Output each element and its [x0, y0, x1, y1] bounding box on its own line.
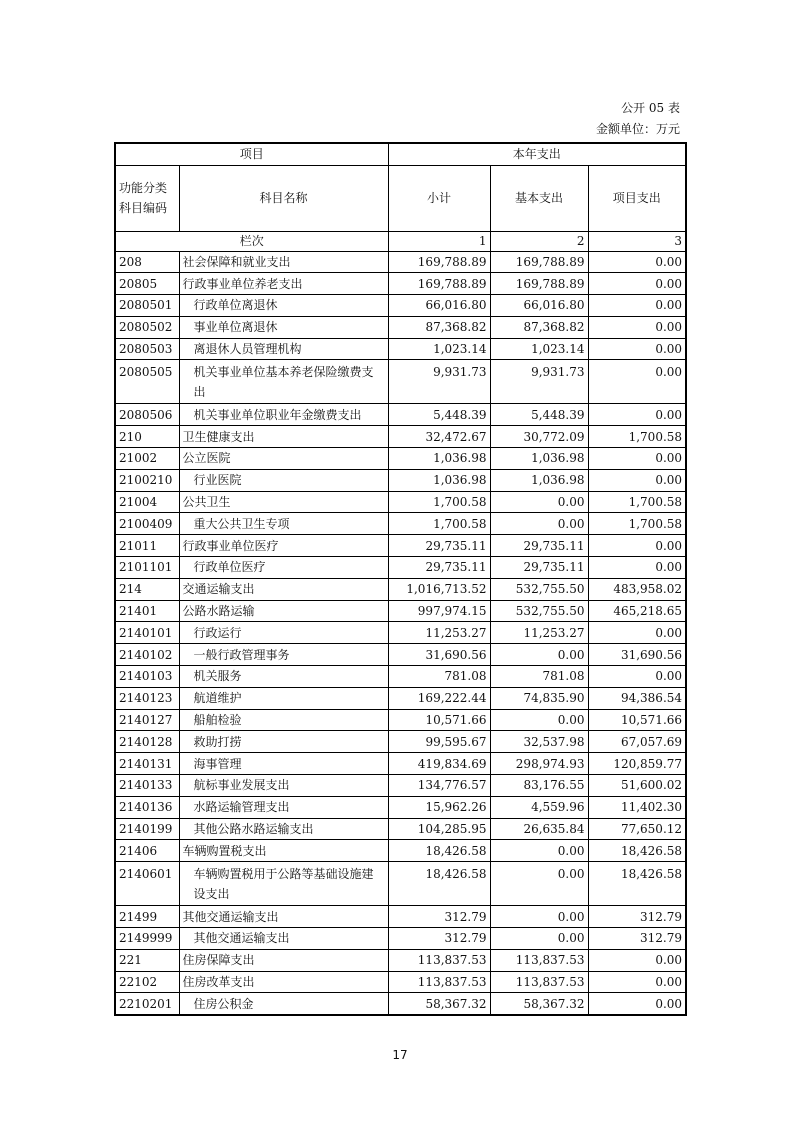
- row-project: 1,700.58: [588, 491, 686, 513]
- row-project: 0.00: [588, 622, 686, 644]
- row-basic: 0.00: [490, 928, 588, 950]
- row-subtotal: 58,367.32: [388, 993, 490, 1015]
- row-project: 0.00: [588, 535, 686, 557]
- row-basic: 87,368.82: [490, 316, 588, 338]
- header-project: 项目: [115, 143, 388, 165]
- table-body: [115, 251, 686, 1015]
- row-basic: 0.00: [490, 862, 588, 906]
- row-name: 其他交通运输支出: [179, 928, 388, 950]
- row-code: 2140123: [115, 687, 179, 709]
- header-basic: 基本支出: [490, 165, 588, 231]
- row-subtotal: 134,776.57: [388, 775, 490, 797]
- row-name: 机关事业单位基本养老保险缴费支出: [179, 360, 388, 404]
- row-subtotal: 99,595.67: [388, 731, 490, 753]
- row-name: 行政单位医疗: [179, 557, 388, 579]
- table-row: [115, 622, 686, 644]
- row-basic: 0.00: [490, 906, 588, 928]
- row-code: 2080501: [115, 295, 179, 317]
- row-subtotal: 997,974.15: [388, 600, 490, 622]
- row-name: 行政事业单位医疗: [179, 535, 388, 557]
- row-project: 0.00: [588, 295, 686, 317]
- row-code: 208: [115, 251, 179, 273]
- row-project: 51,600.02: [588, 775, 686, 797]
- row-subtotal: 66,016.80: [388, 295, 490, 317]
- row-code: 2140136: [115, 796, 179, 818]
- row-basic: 9,931.73: [490, 360, 588, 404]
- row-subtotal: 113,837.53: [388, 971, 490, 993]
- table-row: [115, 535, 686, 557]
- row-name: 公路水路运输: [179, 600, 388, 622]
- row-basic: 1,036.98: [490, 469, 588, 491]
- row-basic: 113,837.53: [490, 949, 588, 971]
- row-basic: 169,788.89: [490, 273, 588, 295]
- header-current-year: 本年支出: [388, 143, 686, 165]
- row-project: 312.79: [588, 928, 686, 950]
- row-code: 21011: [115, 535, 179, 557]
- row-project: 0.00: [588, 993, 686, 1015]
- row-basic: 32,537.98: [490, 731, 588, 753]
- row-code: 2080502: [115, 316, 179, 338]
- row-code: 2101101: [115, 557, 179, 579]
- header-project-expense: 项目支出: [588, 165, 686, 231]
- table-row: [115, 404, 686, 426]
- row-subtotal: 312.79: [388, 906, 490, 928]
- table-row: [115, 862, 686, 906]
- row-basic: 74,835.90: [490, 687, 588, 709]
- table-row: [115, 557, 686, 579]
- row-basic: 532,755.50: [490, 600, 588, 622]
- column-number-3: 3: [588, 231, 686, 251]
- row-basic: 26,635.84: [490, 818, 588, 840]
- row-name: 住房公积金: [179, 993, 388, 1015]
- header-subtotal: 小计: [388, 165, 490, 231]
- row-subtotal: 312.79: [388, 928, 490, 950]
- row-name: 机关事业单位职业年金缴费支出: [179, 404, 388, 426]
- row-name: 其他公路水路运输支出: [179, 818, 388, 840]
- row-subtotal: 9,931.73: [388, 360, 490, 404]
- row-subtotal: 1,700.58: [388, 513, 490, 535]
- table-row: [115, 469, 686, 491]
- row-project: 18,426.58: [588, 862, 686, 906]
- row-name: 一般行政管理事务: [179, 644, 388, 666]
- row-code: 2210201: [115, 993, 179, 1015]
- row-code: 21499: [115, 906, 179, 928]
- table-row: [115, 928, 686, 950]
- row-code: 2140103: [115, 666, 179, 688]
- row-basic: 0.00: [490, 491, 588, 513]
- header-code: 功能分类科目编码: [115, 165, 179, 231]
- row-name: 其他交通运输支出: [179, 906, 388, 928]
- row-project: 0.00: [588, 448, 686, 470]
- table-row: [115, 709, 686, 731]
- row-project: 77,650.12: [588, 818, 686, 840]
- row-subtotal: 1,700.58: [388, 491, 490, 513]
- row-subtotal: 15,962.26: [388, 796, 490, 818]
- row-basic: 29,735.11: [490, 535, 588, 557]
- row-code: 21401: [115, 600, 179, 622]
- row-basic: 29,735.11: [490, 557, 588, 579]
- row-subtotal: 31,690.56: [388, 644, 490, 666]
- row-name: 事业单位离退休: [179, 316, 388, 338]
- table-row: [115, 600, 686, 622]
- row-name: 航标事业发展支出: [179, 775, 388, 797]
- table-row: [115, 426, 686, 448]
- row-subtotal: 1,023.14: [388, 338, 490, 360]
- column-number-2: 2: [490, 231, 588, 251]
- row-code: 2140127: [115, 709, 179, 731]
- row-name: 海事管理: [179, 753, 388, 775]
- header-name: 科目名称: [179, 165, 388, 231]
- row-project: 0.00: [588, 316, 686, 338]
- row-subtotal: 104,285.95: [388, 818, 490, 840]
- row-code: 2149999: [115, 928, 179, 950]
- row-name: 公立医院: [179, 448, 388, 470]
- table-row: [115, 666, 686, 688]
- row-basic: 113,837.53: [490, 971, 588, 993]
- table-row: [115, 949, 686, 971]
- row-subtotal: 1,016,713.52: [388, 578, 490, 600]
- row-subtotal: 18,426.58: [388, 862, 490, 906]
- row-subtotal: 29,735.11: [388, 557, 490, 579]
- row-code: 214: [115, 578, 179, 600]
- row-basic: 1,036.98: [490, 448, 588, 470]
- row-basic: 0.00: [490, 709, 588, 731]
- row-project: 67,057.69: [588, 731, 686, 753]
- row-name: 住房保障支出: [179, 949, 388, 971]
- row-basic: 298,974.93: [490, 753, 588, 775]
- amount-unit-label: 金额单位：万元: [595, 122, 680, 136]
- row-subtotal: 87,368.82: [388, 316, 490, 338]
- table-row: [115, 360, 686, 404]
- row-project: 94,386.54: [588, 687, 686, 709]
- row-basic: 0.00: [490, 644, 588, 666]
- row-basic: 30,772.09: [490, 426, 588, 448]
- row-code: 2080503: [115, 338, 179, 360]
- row-basic: 0.00: [490, 840, 588, 862]
- row-project: 0.00: [588, 469, 686, 491]
- table-row: [115, 818, 686, 840]
- row-project: 0.00: [588, 273, 686, 295]
- row-name: 交通运输支出: [179, 578, 388, 600]
- row-subtotal: 781.08: [388, 666, 490, 688]
- header-lanci: 栏次: [115, 231, 388, 251]
- table-row: [115, 906, 686, 928]
- row-basic: 0.00: [490, 513, 588, 535]
- expenditure-table: [114, 142, 687, 1016]
- table-row: [115, 775, 686, 797]
- row-subtotal: 18,426.58: [388, 840, 490, 862]
- table-row: [115, 971, 686, 993]
- row-name: 公共卫生: [179, 491, 388, 513]
- row-code: 21002: [115, 448, 179, 470]
- row-name: 行政事业单位养老支出: [179, 273, 388, 295]
- row-subtotal: 10,571.66: [388, 709, 490, 731]
- row-code: 2140601: [115, 862, 179, 906]
- table-row: [115, 753, 686, 775]
- row-subtotal: 11,253.27: [388, 622, 490, 644]
- row-name: 机关服务: [179, 666, 388, 688]
- row-project: 0.00: [588, 666, 686, 688]
- row-name: 社会保障和就业支出: [179, 251, 388, 273]
- row-code: 2140131: [115, 753, 179, 775]
- row-name: 行政运行: [179, 622, 388, 644]
- row-code: 2140199: [115, 818, 179, 840]
- table-row: [115, 251, 686, 273]
- row-project: 0.00: [588, 360, 686, 404]
- row-code: 210: [115, 426, 179, 448]
- row-project: 0.00: [588, 971, 686, 993]
- page-number: 17: [392, 1048, 408, 1062]
- row-name: 卫生健康支出: [179, 426, 388, 448]
- row-code: 2100210: [115, 469, 179, 491]
- table-row: [115, 840, 686, 862]
- row-name: 救助打捞: [179, 731, 388, 753]
- table-row: [115, 513, 686, 535]
- table-row: [115, 644, 686, 666]
- row-subtotal: 5,448.39: [388, 404, 490, 426]
- row-project: 312.79: [588, 906, 686, 928]
- row-subtotal: 29,735.11: [388, 535, 490, 557]
- row-code: 22102: [115, 971, 179, 993]
- row-project: 0.00: [588, 557, 686, 579]
- row-basic: 83,176.55: [490, 775, 588, 797]
- row-code: 2080505: [115, 360, 179, 404]
- table-row: [115, 491, 686, 513]
- row-code: 2080506: [115, 404, 179, 426]
- row-subtotal: 1,036.98: [388, 448, 490, 470]
- row-basic: 169,788.89: [490, 251, 588, 273]
- row-name: 船舶检验: [179, 709, 388, 731]
- table-row: [115, 731, 686, 753]
- row-name: 离退休人员管理机构: [179, 338, 388, 360]
- row-project: 0.00: [588, 404, 686, 426]
- row-code: 2100409: [115, 513, 179, 535]
- row-subtotal: 169,788.89: [388, 273, 490, 295]
- row-subtotal: 169,222.44: [388, 687, 490, 709]
- table-number-label: 公开 05 表: [621, 101, 680, 115]
- row-code: 2140133: [115, 775, 179, 797]
- row-basic: 781.08: [490, 666, 588, 688]
- row-name: 住房改革支出: [179, 971, 388, 993]
- table-row: [115, 578, 686, 600]
- row-subtotal: 113,837.53: [388, 949, 490, 971]
- row-code: 20805: [115, 273, 179, 295]
- column-number-1: 1: [388, 231, 490, 251]
- row-project: 465,218.65: [588, 600, 686, 622]
- table-row: [115, 687, 686, 709]
- row-name: 航道维护: [179, 687, 388, 709]
- row-code: 2140128: [115, 731, 179, 753]
- row-name: 行业医院: [179, 469, 388, 491]
- row-subtotal: 419,834.69: [388, 753, 490, 775]
- row-basic: 58,367.32: [490, 993, 588, 1015]
- row-project: 0.00: [588, 251, 686, 273]
- row-project: 10,571.66: [588, 709, 686, 731]
- row-name: 车辆购置税支出: [179, 840, 388, 862]
- table-row: [115, 338, 686, 360]
- row-project: 1,700.58: [588, 513, 686, 535]
- table-row: [115, 316, 686, 338]
- row-subtotal: 169,788.89: [388, 251, 490, 273]
- row-name: 水路运输管理支出: [179, 796, 388, 818]
- row-project: 0.00: [588, 949, 686, 971]
- row-basic: 4,559.96: [490, 796, 588, 818]
- row-subtotal: 1,036.98: [388, 469, 490, 491]
- row-basic: 11,253.27: [490, 622, 588, 644]
- table-row: [115, 448, 686, 470]
- row-project: 0.00: [588, 338, 686, 360]
- row-code: 21004: [115, 491, 179, 513]
- table-row: [115, 295, 686, 317]
- row-project: 18,426.58: [588, 840, 686, 862]
- row-code: 2140101: [115, 622, 179, 644]
- row-project: 11,402.30: [588, 796, 686, 818]
- row-project: 31,690.56: [588, 644, 686, 666]
- row-name: 重大公共卫生专项: [179, 513, 388, 535]
- row-basic: 5,448.39: [490, 404, 588, 426]
- row-basic: 1,023.14: [490, 338, 588, 360]
- row-basic: 532,755.50: [490, 578, 588, 600]
- row-name: 车辆购置税用于公路等基础设施建设支出: [179, 862, 388, 906]
- row-code: 2140102: [115, 644, 179, 666]
- table-row: [115, 273, 686, 295]
- row-name: 行政单位离退休: [179, 295, 388, 317]
- row-code: 21406: [115, 840, 179, 862]
- row-subtotal: 32,472.67: [388, 426, 490, 448]
- table-row: [115, 993, 686, 1015]
- row-project: 1,700.58: [588, 426, 686, 448]
- table-row: [115, 796, 686, 818]
- row-project: 483,958.02: [588, 578, 686, 600]
- row-code: 221: [115, 949, 179, 971]
- row-project: 120,859.77: [588, 753, 686, 775]
- row-basic: 66,016.80: [490, 295, 588, 317]
